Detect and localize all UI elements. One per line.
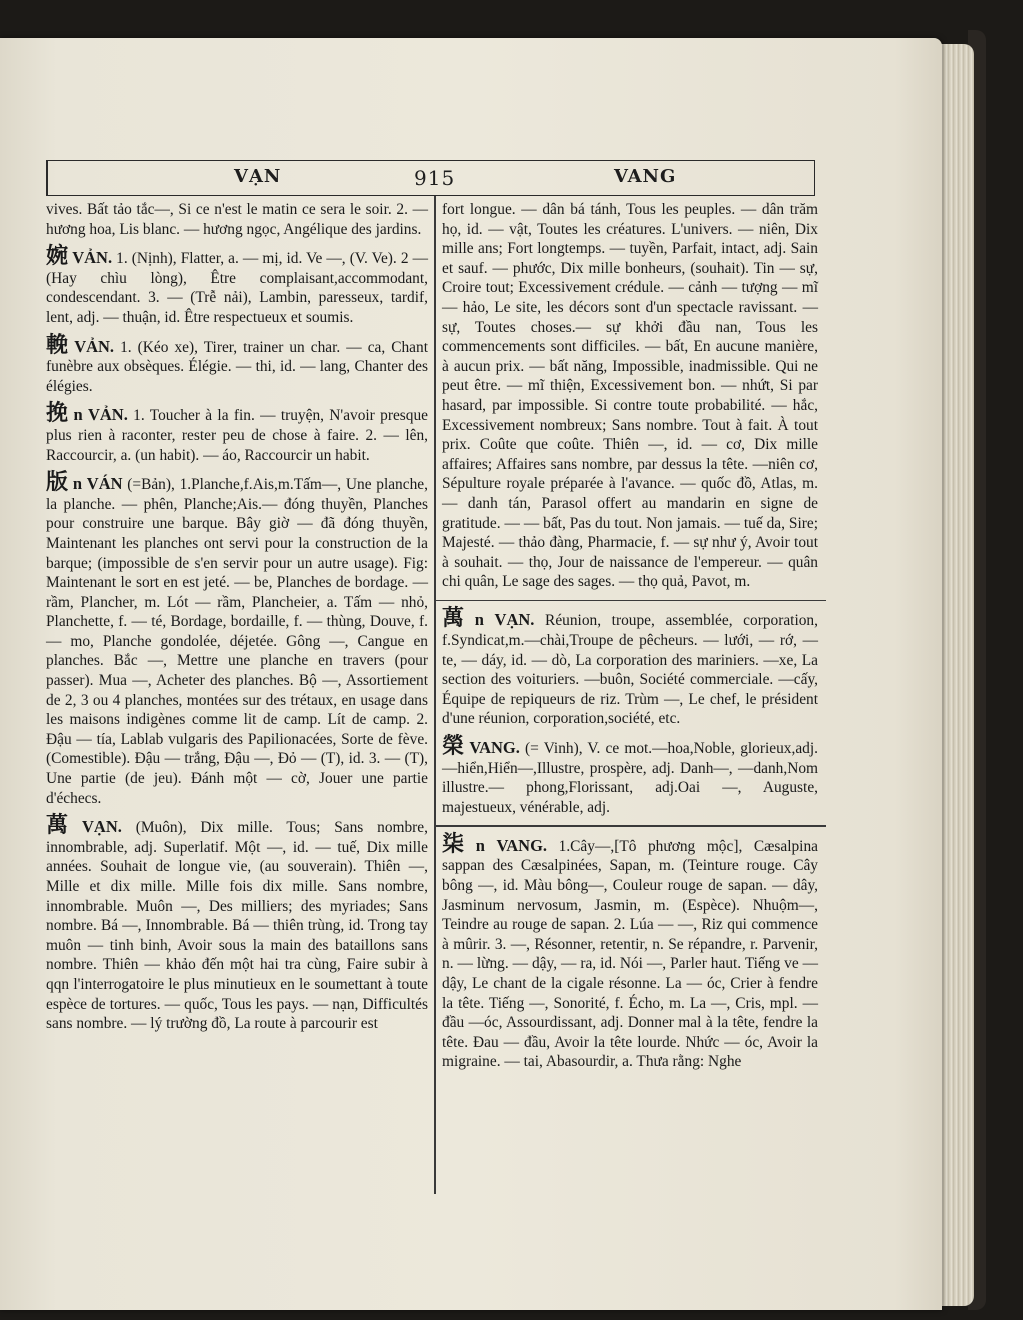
entry (46, 200, 428, 239)
entry-text: (= Vinh), V. ce mot.—hoa,Noble, glorieux,adj.—hiển,Hiển—,Illustre, prospère, adj. Danh—, —danh,Nom illustre.— phong,Florissant, adj.Oai —, Auguste, majestueux, vénérable, adj. (442, 739, 818, 816)
entry-text: (=Bản), 1.Planche,f.Ais,m.Tấm—, Une planche, la planche. — phên, Planche;Ais.— đóng thuyền, Planches pour construire une barque. Bây giờ — đã đóng thuyền, Maintenant les planches ont servi pour la construction de la barque; (impossible de s'en servir pour un autre usage). Fig: Maintenant le sort en est jeté. — be, Planches de bordage. — rầm, Plancher, m. Lót — rầm, Plancheier, a. Tấm — nhỏ, Planchette, f. — té, Bordage, bordaille, f. — thùng, Douve, f. — mo, Planche gondolée, déjetée. Gông —, Cangue en planches. Bắc —, Mettre une planche en travers (pour passer). Mua —, Acheter des planches. Bộ —, Assortiement de 2, 3 ou 4 planches, montées sur des trétaux, en usage dans les maisons indigènes comme lit de camp. Lít de camp. 2. Đậu — tía, Lablab vulgaris des Papilionacées, Sorte de fève. (Comestible). Đậu — trắng, Đậu —, Đỏ — (T), id. 3. — (T), Une partie (de jeu). Đánh một — cờ, Jouer une partie d'échecs. (46, 476, 428, 807)
running-header (46, 160, 815, 196)
hanzi-char: 柒 (442, 831, 472, 857)
headword: n VẠN. (474, 610, 535, 630)
hanzi-char: 婉 (46, 244, 69, 270)
hanzi-char: 版 (46, 470, 69, 496)
entry-text: (Muôn), Dix mille. Tous; Sans nombre, innombrable, adj. Superlatif. Một —, id. — tuế, Dix mille années. Souhait de longue vie, (au souverain). Thiên —, Mille et dix mille. Mille fois dix mille. Sans nombre, innombrable. Muôn —, Des milliers; des myriades; Sans nombre. Bá —, Innombrable. Bá — thiên trùng, id. Trong tay muôn — tinh binh, Avoir sous la main des bataillons sans nombre. Thiên — khảo đến một hai tra cùng, Faire subir à qqn l'interrogatoire le plus minutieux en le soumettant à toute espèce de tortures. — quốc, Tous les pays. — nạn, Difficultés sans nombre. — lý trường đồ, La route à parcourir est (46, 819, 428, 1033)
entry-text: Réunion, troupe, assemblée, corporation, f.Syndicat,m.—chài,Troupe de pêcheurs. — lưới, — rớ, — te, — dáy, id. — dò, La corporation des mariniers. —xe, La section des voituriers. —buôn, Société commerciale. —cấy, Équipe de repiqueurs de riz. Trùm —, Le chef, le président d'une réunion, corporation,société, etc. (442, 612, 818, 728)
entry-text: 1. Toucher à la fin. — truyện, N'avoir presque plus rien à raconter, rester peu de chose à faire. 2. — lên, Raccourcir, a. (un habit). — áo, Raccourcir un habit. (46, 407, 428, 464)
entry-text: vives. Bất tảo tắc—, Si ce n'est le matin ce sera le soir. 2. —hương hoa, Lis blanc. — hương ngọc, Angélique des jardins. (46, 201, 428, 238)
column-divider (434, 196, 436, 1194)
entry-separator (434, 600, 826, 602)
hanzi-char: 挽 (46, 401, 70, 427)
right-column (442, 200, 818, 1080)
entry (46, 813, 428, 1034)
entry-text: fort longue. — dân bá tánh, Tous les peuples. — dân trăm họ, id. — vật, Toutes les créatures. L'univers. — niên, Dix mille ans; Fort longtemps. — tuyền, Parfait, intact, adj. Sain et sauf. — phước, Dix mille bonheurs, (souhait). Tin — sự, Croire tout; Excessivement crédule. — cảnh — tượng — mĩ — hảo, Le site, les décors sont d'un spectacle ravissant. —sự, Toutes choses.— sự khởi đầu nan, Tous les commencements sont difficiles. — bất, En aucune manière, à aucun prix. — bất năng, Impossible, inadmissible. Qui ne peut être. — mĩ thiện, Excessivement bon. — nhứt, Si par hasard, par impossible. Si contre toute probabilité. — hắc, Excessivement nombreux; Sans nombre. Tout à fait. À tout prix. Coûte que coûte. Thiên —, id. — cơ, Dix mille affaires; Affaires sans nombre, par dessus la tête. —niên cơ, Sépulture royale préparée à l'avance. — quốc đồ, Atlas, m. — danh tán, Parasol offert au mandarin en signe de gratitude. — — bất, Pas du tout. Non jamais. — tuế da, Sire; Majesté. — thảo đàng, Pharmacie, f. — sự như ý, Avoir tout à souhait. — thọ, Jour de naissance de l'empereur. — quân chi quân, Le sage des sages. — thọ quả, Pavot, m. (442, 201, 818, 591)
entry-text: 1.Cây—,[Tô phương mộc], Cæsalpina sappan des Cæsalpinées, Sapan, m. (Teinture rouge. Cây bông —, id. Màu bông—, Couleur rouge de sapan. — dây, Jasminum nervosum, Jasmin, m. (Espèce). Nhuộm—, Teindre au rouge de sapan. 2. Lúa — —, Riz qui commence à mûrir. 3. —, Résonner, retentir, n. Se répandre, r. Parvenir, n. — lừng. — dậy, — ra, id. Nói —, Parler haut. Tiếng ve — dậy, Le chant de la cigale résonne. La — óc, Crier à fendre la tête. Tiếng —, Sonorité, f. Écho, m. La —, Cris, mpl. —đầu —óc, Assourdissant, adj. Donner mal à la tête, fendre la tête. Đau — đầu, Avoir la tête lourde. Nhức — óc, Avoir la migraine. — tai, Abasourdir, a. Thưa rằng: Nghe (442, 837, 818, 1071)
header-right-word: VANG (614, 166, 677, 187)
hanzi-char: 萬 (442, 606, 471, 632)
header-left-word: VẠN (234, 166, 282, 187)
entry (442, 831, 818, 1072)
entry (46, 244, 428, 327)
entry-text: 1. (Nịnh), Flatter, a. — mị, id. Ve —, (V. Ve). 2 — (Hay chìu lòng), Être complaisant,accommodant, condescendant. 3. — (Trễ nải), Lambin, paresseux, tardif, lent, adj. — thuận, id. Être respectueux et soumis. (46, 250, 428, 326)
left-column (46, 200, 428, 1042)
page-number: 915 (414, 166, 456, 190)
entry-text: 1. (Kéo xe), Tirer, trainer un char. — ca, Chant funèbre aux obsèques. Élégie. — thi, id. — lang, Chanter des élégies. (46, 338, 428, 395)
entry (442, 606, 818, 729)
headword: n VÁN (72, 474, 123, 494)
headword: n VẢN. (73, 405, 128, 425)
entry (442, 200, 818, 592)
headword: n VANG. (475, 835, 548, 855)
entry (442, 733, 818, 817)
headword: VANG. (469, 737, 520, 757)
entry (46, 332, 428, 397)
entry (46, 401, 428, 465)
entry (46, 470, 428, 808)
hanzi-char: 萬 (46, 813, 78, 839)
headword: VẠN. (82, 817, 122, 837)
hanzi-char: 榮 (442, 733, 466, 759)
entry-separator (434, 825, 826, 827)
hanzi-char: 輓 (46, 332, 71, 358)
headword: VẢN. (72, 248, 113, 268)
headword: VẢN. (74, 336, 115, 356)
